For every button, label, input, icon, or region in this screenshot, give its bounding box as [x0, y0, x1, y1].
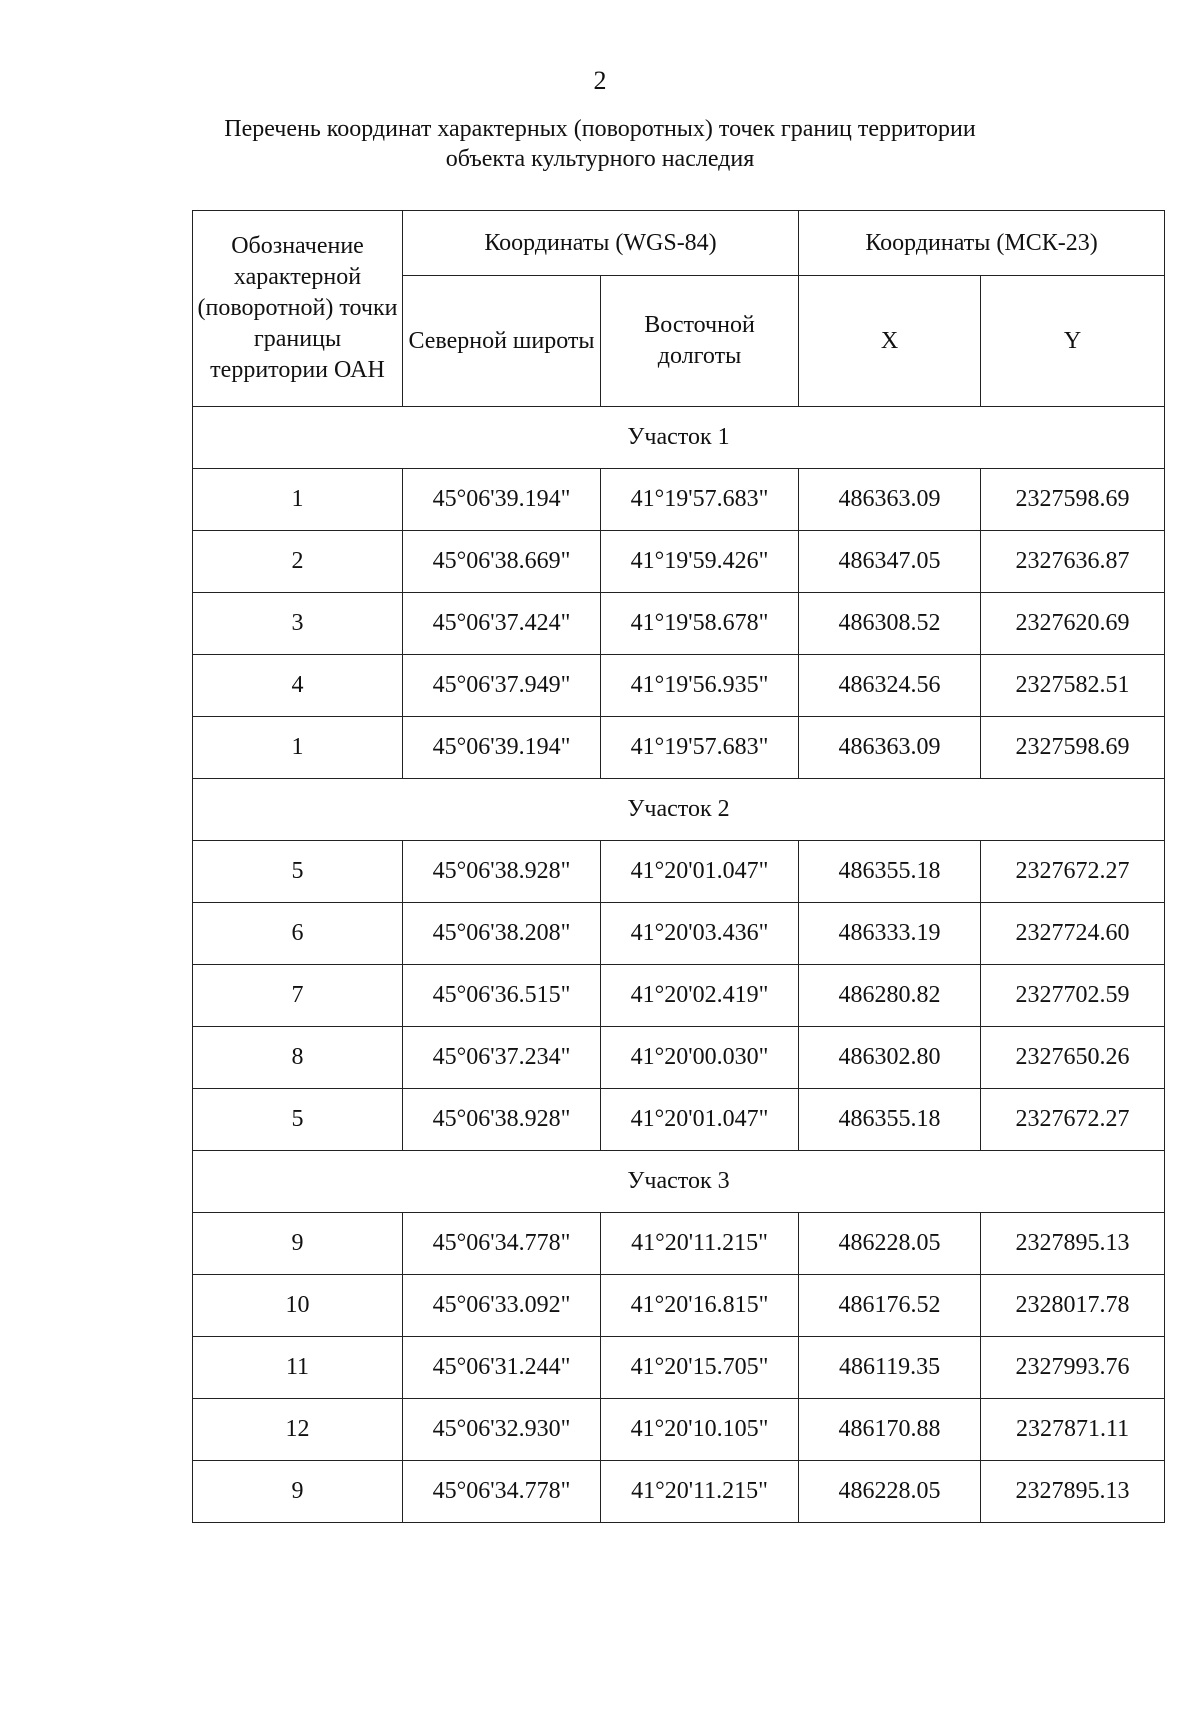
title-line-1: Перечень координат характерных (поворотных) точек границ территории [224, 116, 976, 142]
point-number-cell: 10 [193, 1275, 403, 1337]
y-coordinate-cell: 2327702.59 [981, 965, 1165, 1027]
table-row [193, 1399, 1165, 1461]
table-row [193, 1337, 1165, 1399]
y-coordinate-cell: 2327598.69 [981, 469, 1165, 531]
east-longitude-cell: 41°19'56.935" [601, 655, 799, 717]
table-body [193, 407, 1165, 1523]
east-longitude-cell: 41°20'15.705" [601, 1337, 799, 1399]
east-longitude-cell: 41°20'10.105" [601, 1399, 799, 1461]
y-coordinate-cell: 2328017.78 [981, 1275, 1165, 1337]
point-number-cell: 6 [193, 903, 403, 965]
y-coordinate-cell: 2327672.27 [981, 841, 1165, 903]
header-point-designation: Обозначение характерной (поворотной) точки границы территории ОАН [193, 211, 403, 407]
y-coordinate-cell: 2327993.76 [981, 1337, 1165, 1399]
north-latitude-cell: 45°06'37.234" [403, 1027, 601, 1089]
table-row [193, 655, 1165, 717]
header-wgs84-group: Координаты (WGS-84) [403, 211, 799, 276]
x-coordinate-cell: 486176.52 [799, 1275, 981, 1337]
point-number-cell: 5 [193, 1089, 403, 1151]
table-row [193, 1027, 1165, 1089]
north-latitude-cell: 45°06'38.928" [403, 841, 601, 903]
east-longitude-cell: 41°20'03.436" [601, 903, 799, 965]
x-coordinate-cell: 486355.18 [799, 1089, 981, 1151]
x-coordinate-cell: 486363.09 [799, 717, 981, 779]
section-title: Участок 2 [193, 779, 1165, 841]
north-latitude-cell: 45°06'34.778" [403, 1461, 601, 1523]
point-number-cell: 11 [193, 1337, 403, 1399]
x-coordinate-cell: 486355.18 [799, 841, 981, 903]
header-row-groups [193, 211, 1165, 276]
table-row [193, 469, 1165, 531]
x-coordinate-cell: 486347.05 [799, 531, 981, 593]
section-row [193, 407, 1165, 469]
x-coordinate-cell: 486324.56 [799, 655, 981, 717]
point-number-cell: 1 [193, 469, 403, 531]
coordinates-table [192, 210, 1165, 1523]
east-longitude-cell: 41°20'00.030" [601, 1027, 799, 1089]
table-row [193, 1213, 1165, 1275]
north-latitude-cell: 45°06'34.778" [403, 1213, 601, 1275]
header-east-longitude: Восточной долготы [601, 276, 799, 407]
north-latitude-cell: 45°06'36.515" [403, 965, 601, 1027]
y-coordinate-cell: 2327620.69 [981, 593, 1165, 655]
header-msk23-group: Координаты (МСК-23) [799, 211, 1165, 276]
table-row [193, 593, 1165, 655]
title-line-2: объекта культурного наследия [445, 146, 755, 172]
section-row [193, 779, 1165, 841]
x-coordinate-cell: 486363.09 [799, 469, 981, 531]
east-longitude-cell: 41°19'58.678" [601, 593, 799, 655]
point-number-cell: 12 [193, 1399, 403, 1461]
y-coordinate-cell: 2327871.11 [981, 1399, 1165, 1461]
table-header [193, 211, 1165, 407]
header-x: X [799, 276, 981, 407]
y-coordinate-cell: 2327582.51 [981, 655, 1165, 717]
east-longitude-cell: 41°20'02.419" [601, 965, 799, 1027]
east-longitude-cell: 41°20'11.215" [601, 1213, 799, 1275]
section-row [193, 1151, 1165, 1213]
header-north-latitude: Северной широты [403, 276, 601, 407]
east-longitude-cell: 41°20'01.047" [601, 1089, 799, 1151]
table-row [193, 531, 1165, 593]
east-longitude-cell: 41°20'16.815" [601, 1275, 799, 1337]
x-coordinate-cell: 486119.35 [799, 1337, 981, 1399]
point-number-cell: 1 [193, 717, 403, 779]
north-latitude-cell: 45°06'32.930" [403, 1399, 601, 1461]
point-number-cell: 2 [193, 531, 403, 593]
table-row [193, 1275, 1165, 1337]
point-number-cell: 4 [193, 655, 403, 717]
table-row [193, 1461, 1165, 1523]
north-latitude-cell: 45°06'39.194" [403, 717, 601, 779]
north-latitude-cell: 45°06'37.949" [403, 655, 601, 717]
point-number-cell: 7 [193, 965, 403, 1027]
table-row [193, 965, 1165, 1027]
north-latitude-cell: 45°06'38.928" [403, 1089, 601, 1151]
y-coordinate-cell: 2327598.69 [981, 717, 1165, 779]
x-coordinate-cell: 486228.05 [799, 1461, 981, 1523]
north-latitude-cell: 45°06'38.669" [403, 531, 601, 593]
point-number-cell: 9 [193, 1461, 403, 1523]
east-longitude-cell: 41°20'11.215" [601, 1461, 799, 1523]
x-coordinate-cell: 486170.88 [799, 1399, 981, 1461]
x-coordinate-cell: 486308.52 [799, 593, 981, 655]
x-coordinate-cell: 486302.80 [799, 1027, 981, 1089]
section-title: Участок 1 [193, 407, 1165, 469]
table-row [193, 841, 1165, 903]
east-longitude-cell: 41°19'57.683" [601, 469, 799, 531]
y-coordinate-cell: 2327895.13 [981, 1213, 1165, 1275]
point-number-cell: 5 [193, 841, 403, 903]
north-latitude-cell: 45°06'39.194" [403, 469, 601, 531]
section-title: Участок 3 [193, 1151, 1165, 1213]
point-number-cell: 9 [193, 1213, 403, 1275]
point-number-cell: 3 [193, 593, 403, 655]
table-row [193, 903, 1165, 965]
page-number: 2 [593, 66, 607, 95]
east-longitude-cell: 41°19'57.683" [601, 717, 799, 779]
north-latitude-cell: 45°06'33.092" [403, 1275, 601, 1337]
east-longitude-cell: 41°20'01.047" [601, 841, 799, 903]
y-coordinate-cell: 2327636.87 [981, 531, 1165, 593]
point-number-cell: 8 [193, 1027, 403, 1089]
north-latitude-cell: 45°06'38.208" [403, 903, 601, 965]
east-longitude-cell: 41°19'59.426" [601, 531, 799, 593]
x-coordinate-cell: 486228.05 [799, 1213, 981, 1275]
y-coordinate-cell: 2327650.26 [981, 1027, 1165, 1089]
x-coordinate-cell: 486280.82 [799, 965, 981, 1027]
header-y: Y [981, 276, 1165, 407]
y-coordinate-cell: 2327895.13 [981, 1461, 1165, 1523]
x-coordinate-cell: 486333.19 [799, 903, 981, 965]
y-coordinate-cell: 2327672.27 [981, 1089, 1165, 1151]
table-row [193, 717, 1165, 779]
north-latitude-cell: 45°06'37.424" [403, 593, 601, 655]
document-title [0, 114, 1200, 174]
y-coordinate-cell: 2327724.60 [981, 903, 1165, 965]
north-latitude-cell: 45°06'31.244" [403, 1337, 601, 1399]
table-row [193, 1089, 1165, 1151]
